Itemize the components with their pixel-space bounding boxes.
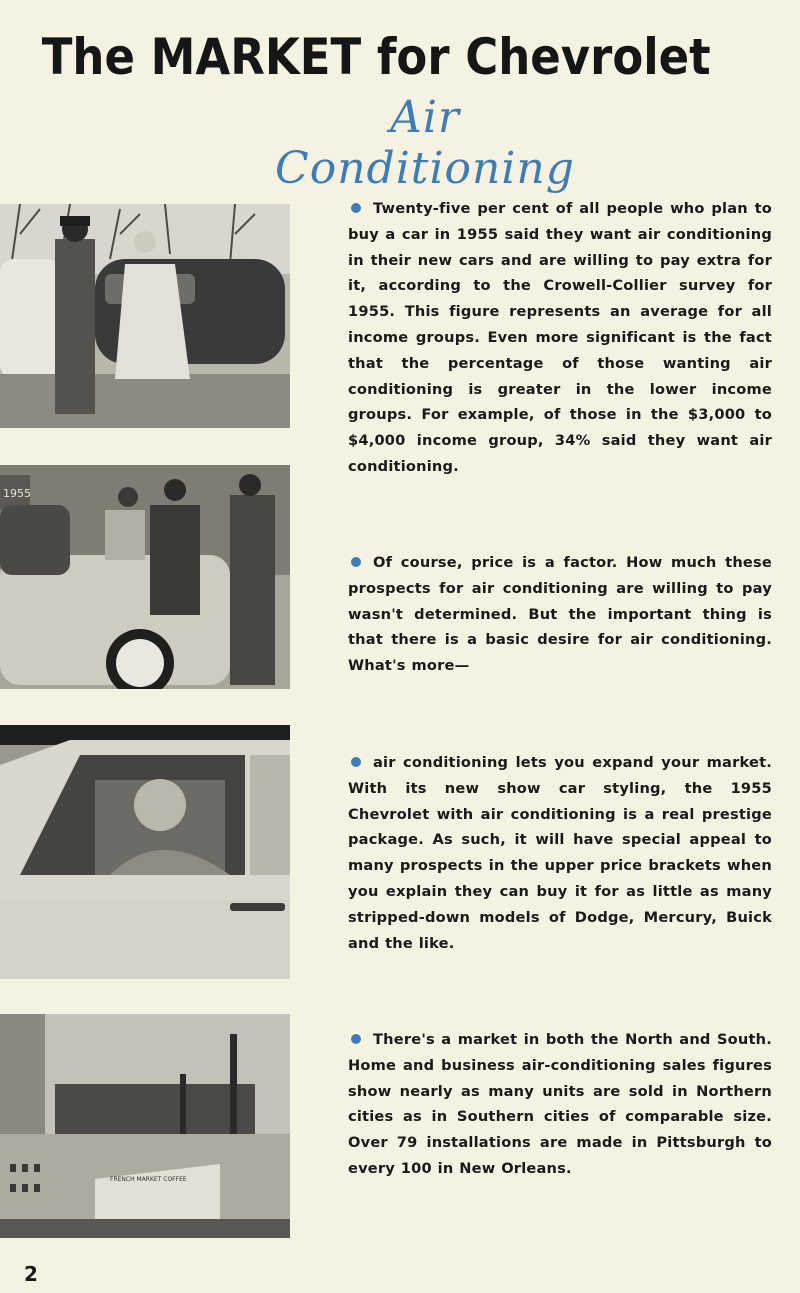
bullet-dot xyxy=(351,1034,361,1044)
photo-showroom-car xyxy=(0,465,290,689)
paragraph-text: air conditioning lets you expand your market. With its new show car styling, the 1955 Chevrolet with air conditioning is a real prestige package. As such, it will have special appeal to many prospects in the upper price brackets when you explain they can buy it for as little as many stripped-down models of Dodge, Mercury, Buick and the like. xyxy=(348,754,772,952)
bullet-dot xyxy=(351,757,361,767)
page-title: The MARKET for Chevrolet xyxy=(41,28,711,86)
paragraph-expand-market xyxy=(348,750,772,956)
paragraph-survey xyxy=(348,196,772,480)
sign-1955: 1955 xyxy=(3,487,31,500)
paragraph-north-south xyxy=(348,1027,772,1182)
paragraph-text: Of course, price is a factor. How much these prospects for air conditioning are willing to pay wasn't determined. But the important thing is that there is a basic desire for air conditioning. What's more— xyxy=(348,554,772,675)
bullet-dot xyxy=(351,203,361,213)
page-number: 2 xyxy=(24,1262,38,1286)
bullet-dot xyxy=(351,557,361,567)
paragraph-text: There's a market in both the North and South. Home and business air-conditioning sales figures show nearly as many units are sold in Northern cities as in Southern cities of comparable size. Over 79 installations are made in Pittsburgh to every 100 in New Orleans. xyxy=(348,1031,772,1177)
photo-city-market xyxy=(0,1014,290,1238)
page-subtitle: Air Conditioning xyxy=(275,92,575,194)
photo-driver-in-car xyxy=(0,725,290,979)
paragraph-price xyxy=(348,550,772,679)
sign-french-market: FRENCH MARKET COFFEE xyxy=(110,1176,187,1183)
photo-couple-at-cars xyxy=(0,204,290,428)
paragraph-text: Twenty-five per cent of all people who plan to buy a car in 1955 said they want air conditioning in their new cars and are willing to pay extra for it, according to the Crowell-Collier survey for 1955. This figure represents an average for all income groups. Even more significant is the fact that the percentage of those wanting air conditioning is greater in the lower income groups. For example, of those in the $3,000 to $4,000 income group, 34% said they want air conditioning. xyxy=(348,200,772,475)
